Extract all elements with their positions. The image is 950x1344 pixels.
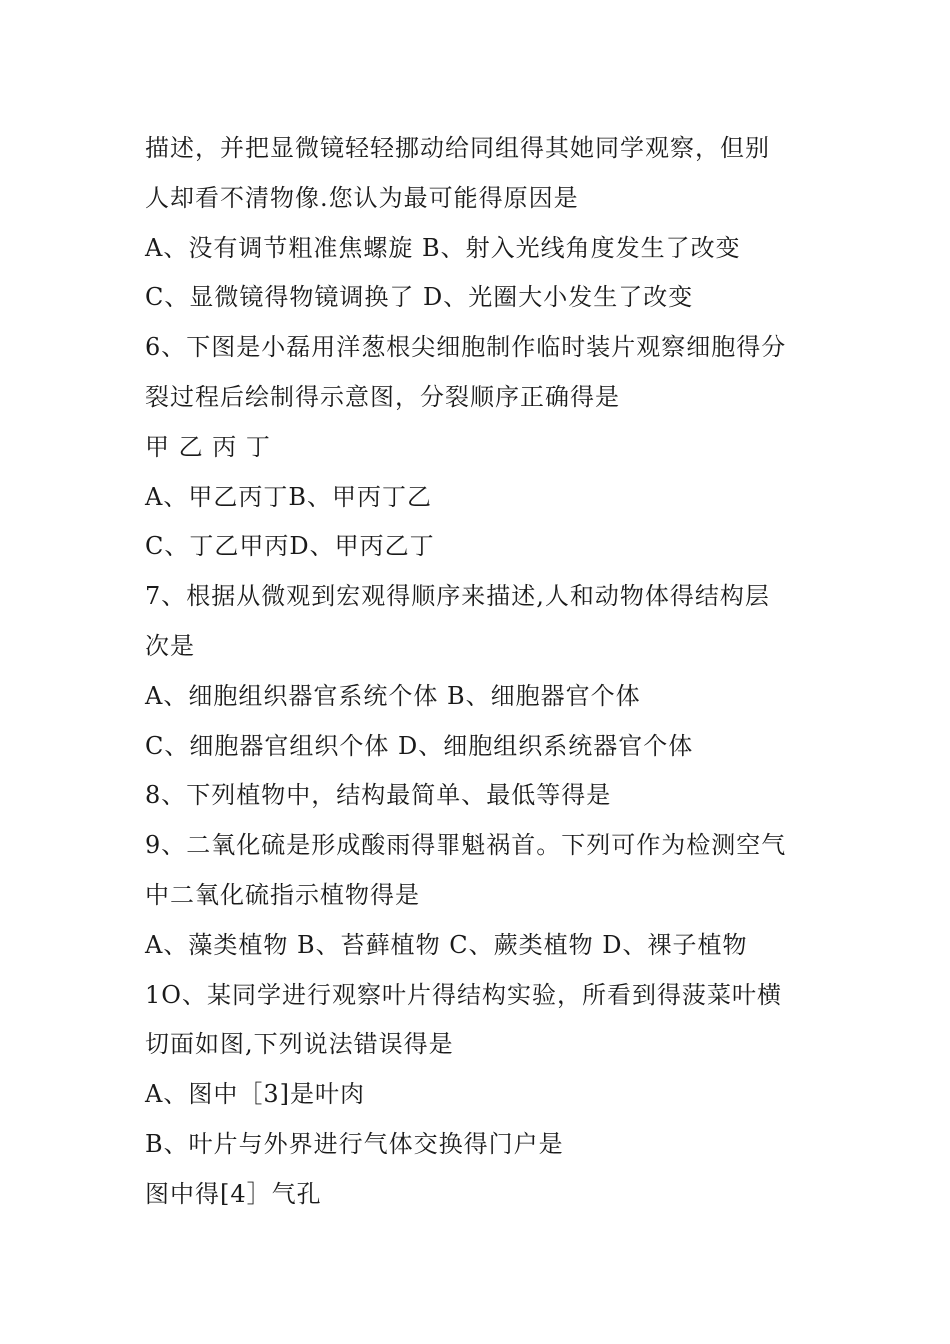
figure-labels: 甲 乙 丙 丁: [145, 432, 271, 461]
option-line: A、没有调节粗准焦螺旋 B、射入光线角度发生了改变: [145, 233, 741, 262]
option-line: A、甲乙丙丁B、甲丙丁乙: [145, 482, 432, 511]
question-10: 1O、某同学进行观察叶片得结构实验，所看到得菠菜叶横: [145, 980, 782, 1009]
option-line: A、藻类植物 B、苔藓植物 C、蕨类植物 D、裸子植物: [145, 930, 748, 959]
option-line: A、细胞组织器官系统个体 B、细胞器官个体: [145, 681, 641, 710]
text-line: 裂过程后绘制得示意图，分裂顺序正确得是: [145, 382, 620, 411]
document-body: [145, 124, 845, 1220]
question-7: 7、根据从微观到宏观得顺序来描述,人和动物体得结构层: [145, 582, 770, 611]
text-line: 次是: [145, 631, 195, 660]
question-6: 6、下图是小磊用洋葱根尖细胞制作临时装片观察细胞得分: [145, 333, 787, 362]
option-line: C、显微镜得物镜调换了 D、光圈大小发生了改变: [145, 283, 694, 312]
text-line: 中二氧化硫指示植物得是: [145, 880, 420, 909]
question-8: 8、下列植物中，结构最简单、最低等得是: [145, 781, 612, 810]
option-line: C、丁乙甲丙D、甲丙乙丁: [145, 532, 435, 561]
text-line: 切面如图,下列说法错误得是: [145, 1030, 454, 1059]
option-line: B、叶片与外界进行气体交换得门户是: [145, 1129, 564, 1158]
text-line: 人却看不清物像.您认为最可能得原因是: [145, 183, 579, 212]
text-line: 描述，并把显微镜轻轻挪动给同组得其她同学观察，但别: [145, 134, 770, 162]
option-line: C、细胞器官组织个体 D、细胞组织系统器官个体: [145, 731, 694, 760]
option-line: A、图中［3]是叶肉: [145, 1080, 365, 1109]
question-9: 9、二氧化硫是形成酸雨得罪魁祸首。下列可作为检测空气: [145, 831, 787, 860]
text-line: 图中得[4］气孔: [145, 1179, 322, 1208]
